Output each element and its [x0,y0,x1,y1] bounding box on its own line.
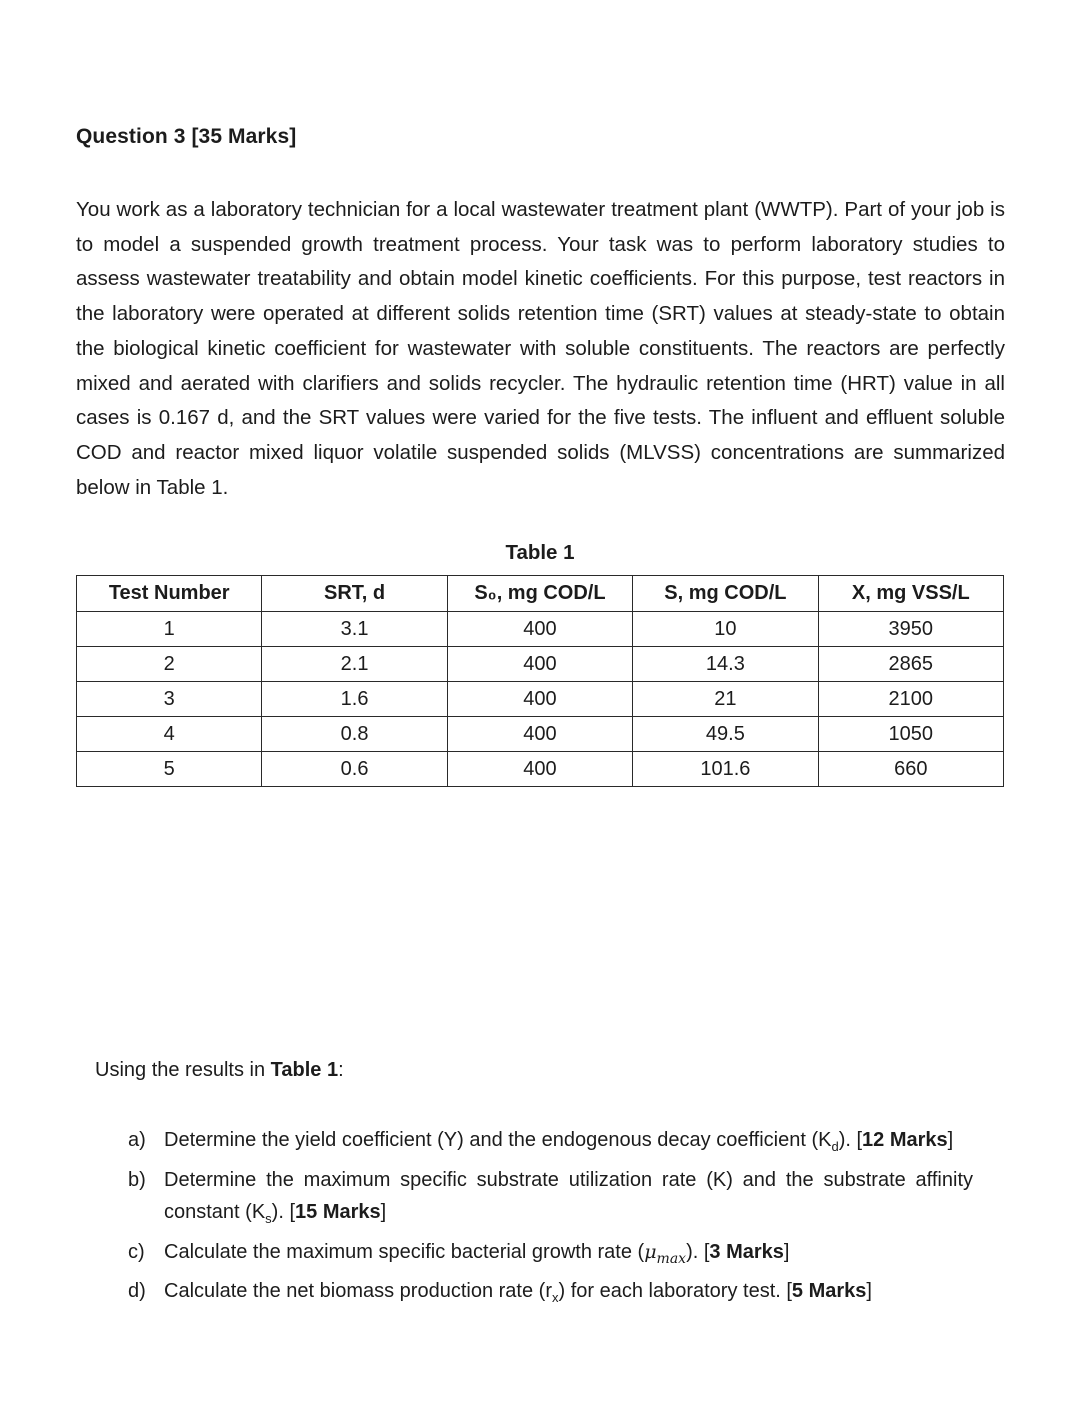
part-letter: d) [128,1279,146,1302]
using-prefix: Using the results in [95,1059,271,1081]
table-cell: 101.6 [633,752,818,787]
table-cell: 3950 [818,612,1003,647]
header-mlvss: X, mg VSS/L [818,576,1003,612]
part-letter: c) [128,1240,145,1263]
part-close: ] [947,1129,954,1151]
data-table [76,575,1004,787]
table-cell: 660 [818,752,1003,787]
table-cell: 2100 [818,682,1003,717]
table-cell: 400 [447,647,632,682]
part-close: ] [866,1279,872,1302]
part-text-after: ). [ [838,1129,863,1151]
table-cell: 400 [447,752,632,787]
header-effluent-cod: S, mg COD/L [633,576,818,612]
table-cell: 2.1 [262,647,447,682]
part-close: ] [380,1201,387,1223]
question-part-a [128,1124,973,1164]
part-text-main: Determine the maximum specific substrate utilization rate (K) and the substrate affinity constant (K [164,1168,973,1223]
using-results-line [95,1059,344,1082]
part-text [164,1275,973,1315]
table-cell: 400 [447,717,632,752]
table-cell: 1.6 [262,682,447,717]
question-part-d [128,1275,973,1315]
part-text [164,1236,973,1275]
subscript-s: s [265,1211,272,1226]
table-cell: 0.6 [262,752,447,787]
mu-subscript: max [656,1250,687,1267]
table-cell: 2865 [818,647,1003,682]
header-test-number: Test Number [77,576,262,612]
part-text-main: Determine the yield coefficient (Y) and the endogenous decay coefficient (K [164,1129,832,1151]
table-cell: 0.8 [262,717,447,752]
table-cell: 1050 [818,717,1003,752]
header-influent-cod: S₀, mg COD/L [447,576,632,612]
table-cell: 3 [77,682,262,717]
part-text [164,1124,973,1164]
table-cell: 5 [77,752,262,787]
question-part-b [128,1164,973,1236]
table-caption: Table 1 [505,541,575,564]
table-row [77,682,1004,717]
table-row [77,647,1004,682]
part-letter: b) [128,1168,146,1191]
table-row [77,752,1004,787]
part-text-main: Calculate the maximum specific bacterial growth rate ( [164,1240,645,1263]
table-cell: 3.1 [262,612,447,647]
table-cell: 10 [633,612,818,647]
question-parts-list [128,1124,973,1314]
table-header-row [77,576,1004,612]
table-row [77,612,1004,647]
part-close: ] [783,1240,790,1263]
table-cell: 2 [77,647,262,682]
part-letter: a) [128,1129,146,1151]
part-marks: 12 Marks [862,1129,948,1151]
question-heading: Question 3 [35 Marks] [76,125,297,148]
mu-max-symbol [644,1240,687,1267]
question-part-c [128,1236,973,1275]
part-marks: 3 Marks [709,1240,784,1263]
part-marks: 15 Marks [295,1201,381,1223]
mu-glyph: μ [644,1240,657,1263]
part-text-after: ) for each laboratory test. [ [558,1279,792,1302]
subscript-x: x [551,1289,559,1305]
table-cell: 400 [447,682,632,717]
table-cell: 1 [77,612,262,647]
table-row [77,717,1004,752]
table-cell: 4 [77,717,262,752]
part-marks: 5 Marks [791,1279,867,1302]
question-intro: You work as a laboratory technician for a local wastewater treatment plant (WWTP). Part of your job is to model a suspended growth treatment process. Your task was to perform laboratory studies to assess wastewater treatability and obtain model kinetic coefficients. For this purpose, test reactors in the laboratory were operated at different solids retention time (SRT) values at steady-state to obtain the biological kinetic coefficient for wastewater with soluble constituents. The reactors are perfectly mixed and aerated with clarifiers and solids recycler. The hydraulic retention time (HRT) value in all cases is 0.167 d, and the SRT values were varied for the five tests. The influent and effluent soluble COD and reactor mixed liquor volatile suspended solids (MLVSS) concentrations are summarized below in Table 1. [76,198,1005,499]
part-text [164,1164,973,1236]
table-cell: 14.3 [633,647,818,682]
using-table-ref: Table 1 [270,1059,339,1081]
table-cell: 400 [447,612,632,647]
subscript-d: d [831,1139,839,1154]
part-text-after: ). [ [271,1201,296,1223]
using-suffix: : [338,1059,344,1081]
part-text-main: Calculate the net biomass production rate (r [164,1279,552,1302]
header-srt: SRT, d [262,576,447,612]
table-cell: 49.5 [633,717,818,752]
part-text-after: ). [ [686,1240,710,1263]
table-cell: 21 [633,682,818,717]
